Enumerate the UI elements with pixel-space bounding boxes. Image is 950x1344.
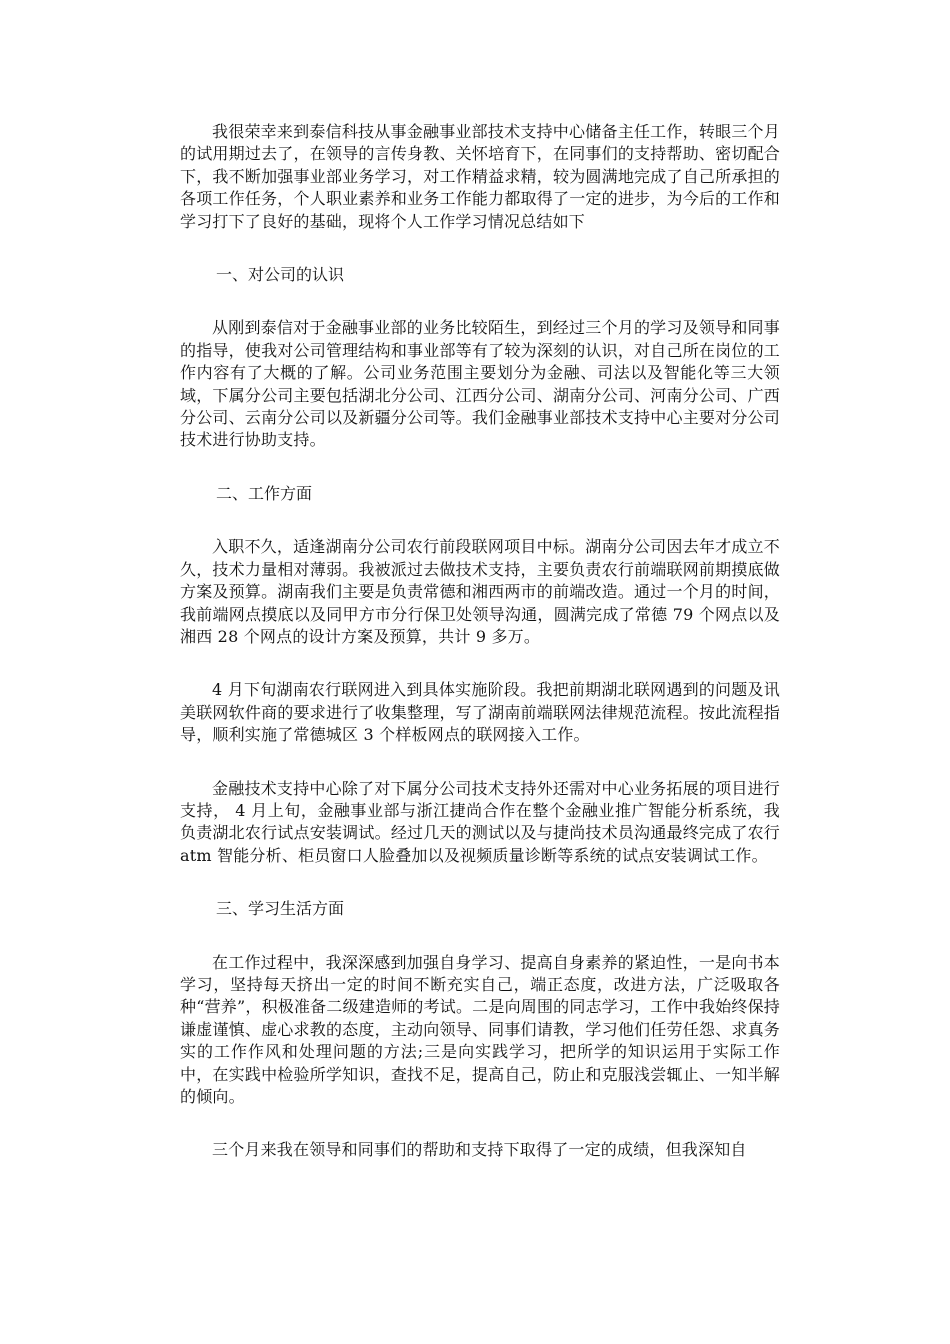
section-heading-study: 三、学习生活方面: [216, 899, 345, 919]
intro-paragraph: 我很荣幸来到泰信科技从事金融事业部技术支持中心储备主任工作，转眼三个月的试用期过去了，在领导的言传身教、关怀培育下，在同事们的支持帮助、密切配合下，我不断加强事业部业务学习，对工作精益求精，较为圆满地完成了自己所承担的各项工作任务，个人职业素养和业务工作能力都取得了一定的进步，为今后的工作和学习打下了良好的基础，现将个人工作学习情况总结如下: [180, 122, 780, 231]
closing-paragraph: 三个月来我在领导和同事们的帮助和支持下取得了一定的成绩，但我深知自: [212, 1140, 747, 1160]
company-paragraph: 从刚到泰信对于金融事业部的业务比较陌生，到经过三个月的学习及领导和同事的指导，使我对公司管理结构和事业部等有了较为深刻的认识，对自己所在岗位的工作内容有了大概的了解。公司业务范围主要划分为金融、司法以及智能化等三大领域，下属分公司主要包括湖北分公司、江西分公司、湖南分公司、河南分公司、广西分公司、云南分公司以及新疆分公司等。我们金融事业部技术支持中心主要对分公司技术进行协助支持。: [180, 318, 780, 450]
section-heading-company: 一、对公司的认识: [216, 265, 345, 285]
study-paragraph: 在工作过程中，我深深感到加强自身学习、提高自身素养的紧迫性，一是向书本学习，坚持每天挤出一定的时间不断充实自己，端正态度，改进方法，广泛吸取各种“营养”，积极准备二级建造师的考试。二是向周围的同志学习，工作中我始终保持谦虚谨慎、虚心求教的态度，主动向领导、同事们请教，学习他们任劳任怨、求真务实的工作作风和处理问题的方法;三是向实践学习，把所学的知识运用于实际工作中，在实践中检验所学知识，查找不足，提高自己，防止和克服浅尝辄止、一知半解的倾向。: [180, 952, 780, 1106]
section-heading-work: 二、工作方面: [216, 483, 313, 503]
work-paragraph-3: 金融技术支持中心除了对下属分公司技术支持外还需对中心业务拓展的项目进行支持， 4 月上旬，金融事业部与浙江捷尚合作在整个金融业推广智能分析系统，我负责湖北农行试点安装调试。经过几天的测试以及与捷尚技术员沟通最终完成了农行 atm 智能分析、柜员窗口人脸叠加以及视频质量诊断等系统的试点安装调试工作。: [180, 778, 780, 865]
work-paragraph-2: 4 月下旬湖南农行联网进入到具体实施阶段。我把前期湖北联网遇到的问题及讯美联网软件商的要求进行了收集整理，写了湖南前端联网法律规范流程。按此流程指导，顺利实施了常德城区 3 个样板网点的联网接入工作。: [180, 680, 780, 745]
document-page: [180, 121, 780, 1162]
work-paragraph-1: 入职不久，适逢湖南分公司农行前段联网项目中标。湖南分公司因去年才成立不久，技术力量相对薄弱。我被派过去做技术支持，主要负责农行前端联网前期摸底做方案及预算。湖南我们主要是负责常德和湘西两市的前端改造。通过一个月的时间，我前端网点摸底以及同甲方市分行保卫处领导沟通，圆满完成了常德 79 个网点以及湘西 28 个网点的设计方案及预算，共计 9 多万。: [180, 537, 780, 646]
